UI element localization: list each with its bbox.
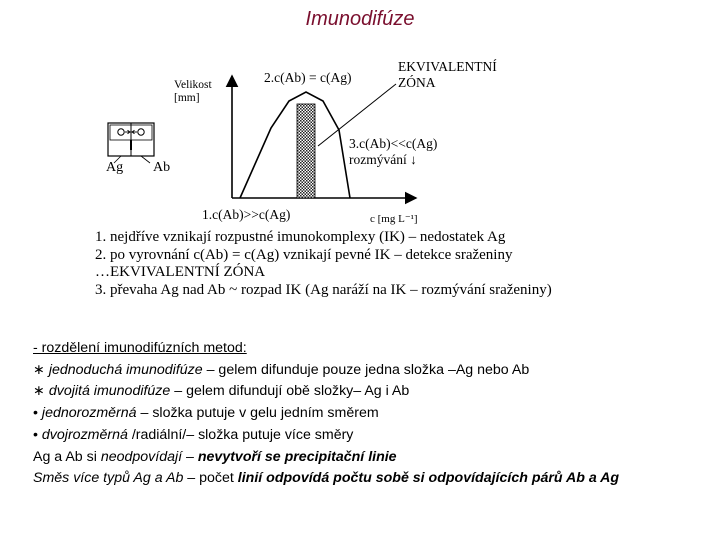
- note-two-dimensional: [33, 425, 619, 447]
- note-term: jednoduchá imunodifúze: [48, 361, 203, 378]
- note-emphasis: linií odpovídá počtu sobě si odpovídajících párů Ab a Ag: [237, 470, 620, 487]
- note-separator: –: [182, 448, 198, 465]
- asterisk-icon: ∗: [33, 361, 45, 378]
- y-axis-label: Velikost: [174, 79, 212, 91]
- page-title: Imunodifúze: [305, 8, 415, 30]
- equivalence-zone-band: [297, 104, 315, 198]
- note-mixture: [33, 468, 619, 490]
- point-3-label: 3.c(Ab)<<c(Ag): [349, 136, 438, 151]
- note-text: Ag a Ab si: [33, 448, 101, 465]
- note-term: Směs více typů Ag a Ab: [33, 470, 184, 487]
- note-double-immunodiffusion: [33, 381, 619, 403]
- note-simple-immunodiffusion: [33, 360, 619, 382]
- note-non-matching: [33, 447, 619, 469]
- ab-label: Ab: [153, 160, 171, 175]
- precipitation-curve: [240, 92, 350, 198]
- asterisk-icon: ∗: [33, 383, 45, 400]
- gel-wells-illustration: [108, 123, 154, 163]
- ag-well-icon: [118, 129, 124, 135]
- step-equivalence: …EKVIVALENTNÍ ZÓNA: [95, 264, 266, 280]
- note-emphasis: nevytvoří se precipitační linie: [197, 448, 397, 465]
- ab-well-icon: [138, 129, 144, 135]
- point-2-label: 2.c(Ab) = c(Ag): [264, 70, 352, 85]
- method-notes: [33, 338, 619, 490]
- equivalence-zone-label: EKVIVALENTNÍ: [398, 59, 497, 74]
- step-1: 1. nejdříve vznikají rozpustné imunokomplexy (IK) – nedostatek Ag: [95, 229, 506, 245]
- steps-list: [95, 229, 552, 299]
- note-term: dvojitá imunodifúze: [48, 383, 171, 400]
- step-3: 3. převaha Ag nad Ab ~ rozpad IK (Ag naráží na IK – rozmývání sraženiny): [95, 281, 552, 298]
- note-text: – gelem difundují obě složky– Ag i Ab: [170, 383, 410, 400]
- note-text: – gelem difunduje pouze jedna složka –Ag nebo Ab: [202, 361, 530, 378]
- note-term: neodpovídají: [100, 448, 183, 465]
- note-term: dvojrozměrná: [41, 426, 128, 443]
- point-1-label: 1.c(Ab)>>c(Ag): [202, 207, 291, 222]
- step-2: 2. po vyrovnání c(Ab) = c(Ag) vznikají pevné IK – detekce sraženiny: [95, 246, 513, 263]
- note-term: jednorozměrná: [41, 405, 137, 422]
- equivalence-zone-label-2: ZÓNA: [398, 75, 436, 90]
- y-axis-unit: [mm]: [174, 92, 200, 104]
- point-3-sublabel: rozmývání ↓: [349, 152, 417, 167]
- bullet-icon: •: [33, 405, 38, 422]
- ag-label: Ag: [106, 160, 124, 175]
- bullet-icon: •: [33, 426, 38, 443]
- note-text: /radiální/– složka putuje více směry: [127, 426, 354, 443]
- note-separator: – počet: [183, 470, 238, 487]
- x-axis-label: c [mg L⁻¹]: [370, 213, 418, 225]
- notes-heading-text: - rozdělení imunodifúzních metod:: [33, 340, 247, 356]
- notes-heading: [33, 338, 619, 360]
- note-text: – složka putuje v gelu jedním směrem: [136, 405, 379, 422]
- note-one-dimensional: [33, 403, 619, 425]
